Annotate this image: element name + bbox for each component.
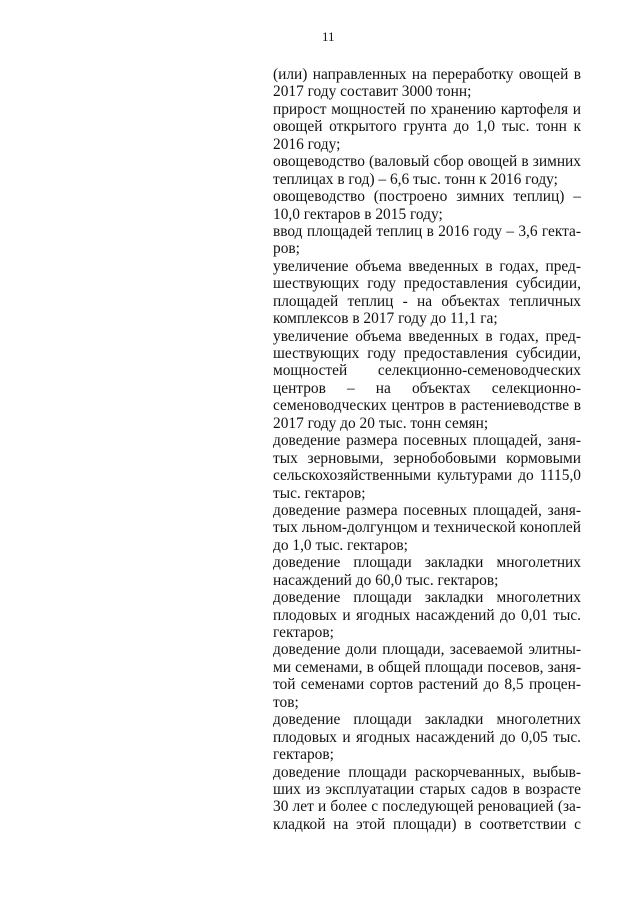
text-line: гектаров; bbox=[273, 746, 334, 764]
text-line: тов; bbox=[273, 693, 299, 711]
paragraph bbox=[273, 223, 581, 258]
text-line: шествующих году предоставления субсидии, bbox=[273, 345, 581, 362]
text-line: 2016 году; bbox=[273, 135, 341, 153]
text-line: центров – на объектах селекционно- bbox=[273, 379, 581, 397]
text-line: тых льном-долгунцом и технической коноплей bbox=[273, 519, 581, 537]
paragraph bbox=[273, 258, 581, 328]
paragraph bbox=[273, 66, 581, 101]
text-line: доведение площади закладки многолетних bbox=[273, 554, 581, 572]
text-line: 10,0 гектаров в 2015 году; bbox=[273, 205, 443, 223]
text-line: мощностей селекционно-семеноводческих bbox=[273, 362, 581, 380]
text-line: ввод площадей теплиц в 2016 году – 3,6 гекта- bbox=[273, 222, 581, 240]
text-line: доведение размера посевных площадей, заня- bbox=[273, 501, 581, 519]
page-number: 11 bbox=[322, 29, 335, 44]
paragraph bbox=[273, 328, 581, 433]
paragraph bbox=[273, 432, 581, 502]
document-body bbox=[273, 66, 581, 833]
paragraph bbox=[273, 764, 581, 834]
text-line: сельскохозяйственными культурами до 1115,0 bbox=[273, 467, 581, 485]
text-line: ших из эксплуатации старых садов в возрасте bbox=[273, 780, 581, 798]
text-line: 2017 году составит 3000 тонн; bbox=[273, 83, 472, 101]
paragraph bbox=[273, 641, 581, 711]
text-line: увеличение объема введенных в годах, пред- bbox=[273, 327, 581, 345]
text-line: до 1,0 тыс. гектаров; bbox=[273, 536, 408, 554]
paragraph bbox=[273, 153, 581, 188]
text-line: (или) направленных на переработку овощей в bbox=[273, 66, 581, 83]
text-line: прирост мощностей по хранению картофеля и bbox=[273, 100, 581, 118]
text-line: доведение размера посевных площадей, заня- bbox=[273, 432, 581, 450]
text-line: овощеводство (валовый сбор овощей в зимних bbox=[273, 153, 581, 171]
text-line: кладкой на этой площади) в соответствии с bbox=[273, 815, 581, 833]
text-line: доведение площади закладки многолетних bbox=[273, 711, 581, 729]
text-line: доведение доли площади, засеваемой элитны- bbox=[273, 641, 581, 659]
text-line: доведение площади раскорчеванных, выбыв- bbox=[273, 763, 581, 781]
text-line: тыс. гектаров; bbox=[273, 484, 366, 502]
paragraph bbox=[273, 188, 581, 223]
text-line: овощеводство (построено зимних теплиц) – bbox=[273, 188, 581, 206]
paragraph bbox=[273, 711, 581, 763]
text-line: тых зерновыми, зернобобовыми кормовыми bbox=[273, 449, 581, 467]
paragraph bbox=[273, 589, 581, 641]
text-line: шествующих году предоставления субсидии, bbox=[273, 275, 581, 293]
text-line: овощей открытого грунта до 1,0 тыс. тонн к bbox=[273, 118, 581, 136]
text-line: семеноводческих центров в растениеводстве в bbox=[273, 397, 581, 415]
text-line: площадей теплиц - на объектах тепличных bbox=[273, 292, 581, 310]
text-line: 2017 году до 20 тыс. тонн семян; bbox=[273, 414, 489, 432]
text-line: увеличение объема введенных в годах, пред- bbox=[273, 257, 581, 275]
text-line: той семенами сортов растений до 8,5 процен- bbox=[273, 676, 581, 694]
text-line: ров; bbox=[273, 240, 300, 258]
text-line: гектаров; bbox=[273, 624, 334, 641]
text-line: 30 лет и более с последующей реновацией (за- bbox=[273, 798, 581, 816]
text-line: теплицах в год) – 6,6 тыс. тонн к 2016 году; bbox=[273, 170, 558, 188]
text-line: ми семенами, в общей площади посевов, заня- bbox=[273, 658, 581, 676]
text-line: плодовых и ягодных насаждений до 0,05 тыс. bbox=[273, 728, 581, 746]
text-line: доведение площади закладки многолетних bbox=[273, 589, 581, 607]
paragraph bbox=[273, 554, 581, 589]
text-line: комплексов в 2017 году до 11,1 га; bbox=[273, 310, 498, 328]
text-line: плодовых и ягодных насаждений до 0,01 тыс. bbox=[273, 606, 581, 624]
text-line: насаждений до 60,0 тыс. гектаров; bbox=[273, 571, 499, 589]
paragraph bbox=[273, 502, 581, 554]
paragraph bbox=[273, 101, 581, 153]
